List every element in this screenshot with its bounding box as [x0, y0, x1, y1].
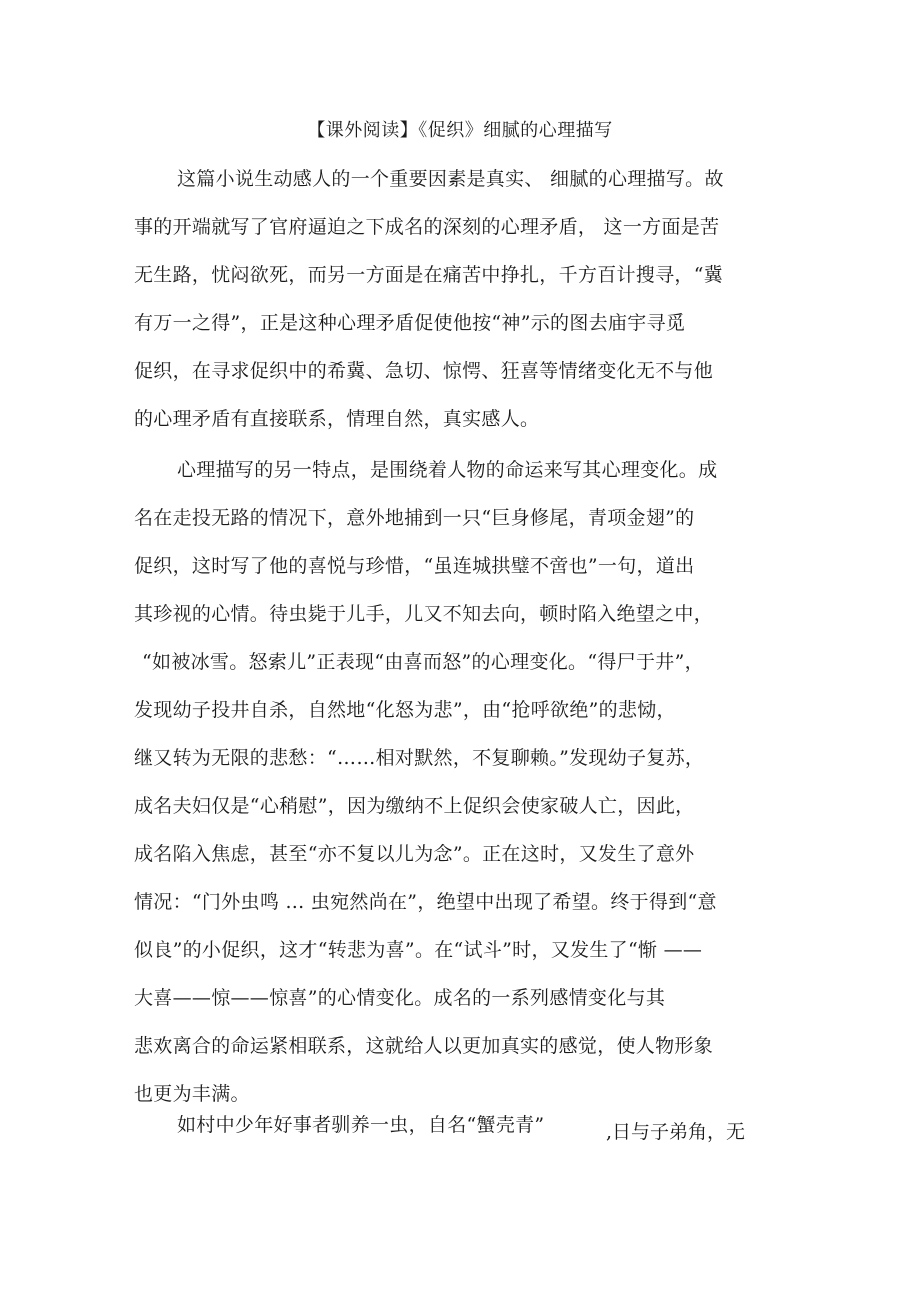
- paragraph-line: 其珍视的心情。待虫毙于儿手，儿又不知去向，顿时陷入绝望之中，: [134, 603, 714, 625]
- paragraph-line: 悲欢离合的命运紧相联系，这就给人以更加真实的感觉，使人物形象: [134, 1035, 714, 1057]
- paragraph-line: 有万一之得”，正是这种心理矛盾促使他按“神”示的图去庙宇寻觅: [134, 312, 686, 334]
- paragraph-line: 如村中少年好事者驯养一虫，自名“蟹壳青”: [177, 1114, 545, 1136]
- paragraph-line: 无生路，忧闷欲死，而另一方面是在痛苦中挣扎，千方百计搜寻，“冀: [134, 264, 724, 286]
- paragraph-line: 促织，这时写了他的喜悦与珍惜，“虽连城拱璧不啻也”一句，道出: [134, 555, 695, 577]
- paragraph-line: 名在走投无路的情况下，意外地捕到一只“巨身修尾，青项金翅”的: [134, 507, 695, 529]
- paragraph-line: 成名夫妇仅是“心稍慰”，因为缴纳不上促织会使家破人亡，因此，: [134, 795, 695, 817]
- document-title: 【课外阅读】《促织》细腻的心理描写: [307, 120, 613, 141]
- paragraph-line: 发现幼子投井自杀，自然地“化怒为悲”，由“抢呼欲绝”的悲恸，: [134, 699, 676, 721]
- paragraph-line: 这篇小说生动感人的一个重要因素是真实、 细腻的心理描写。故: [177, 168, 724, 190]
- paragraph-line: 心理描写的另一特点，是围绕着人物的命运来写其心理变化。成: [177, 459, 718, 481]
- paragraph-line: 促织，在寻求促织中的希冀、急切、惊愕、狂喜等情绪变化无不与他: [134, 360, 714, 382]
- paragraph-line: 也更为丰满。: [134, 1083, 250, 1105]
- paragraph-line: 成名陷入焦虑，甚至“亦不复以儿为念”。正在这时，又发生了意外: [134, 843, 695, 865]
- paragraph-line: 大喜——惊——惊喜”的心情变化。成名的一系列感情变化与其: [134, 987, 666, 1009]
- paragraph-line: 情况：“门外虫鸣 ... 虫宛然尚在”，绝望中出现了希望。终于得到“意: [134, 891, 717, 913]
- paragraph-line: 的心理矛盾有直接联系，情理自然，真实感人。: [134, 408, 540, 430]
- paragraph-line-tail: ,日与子弟角，无: [606, 1121, 746, 1143]
- paragraph-line: “如被冰雪。怒索儿”正表现“由喜而怒”的心理变化。“得尸于井”，: [142, 651, 704, 673]
- paragraph-line: 似良”的小促织，这才“转悲为喜”。在“试斗”时，又发生了“惭 ——: [134, 939, 703, 961]
- paragraph-line: 事的开端就写了官府逼迫之下成名的深刻的心理矛盾， 这一方面是苦: [134, 216, 720, 238]
- paragraph-line: 继又转为无限的悲愁：“……相对默然，不复聊赖。”发现幼子复苏，: [134, 747, 705, 769]
